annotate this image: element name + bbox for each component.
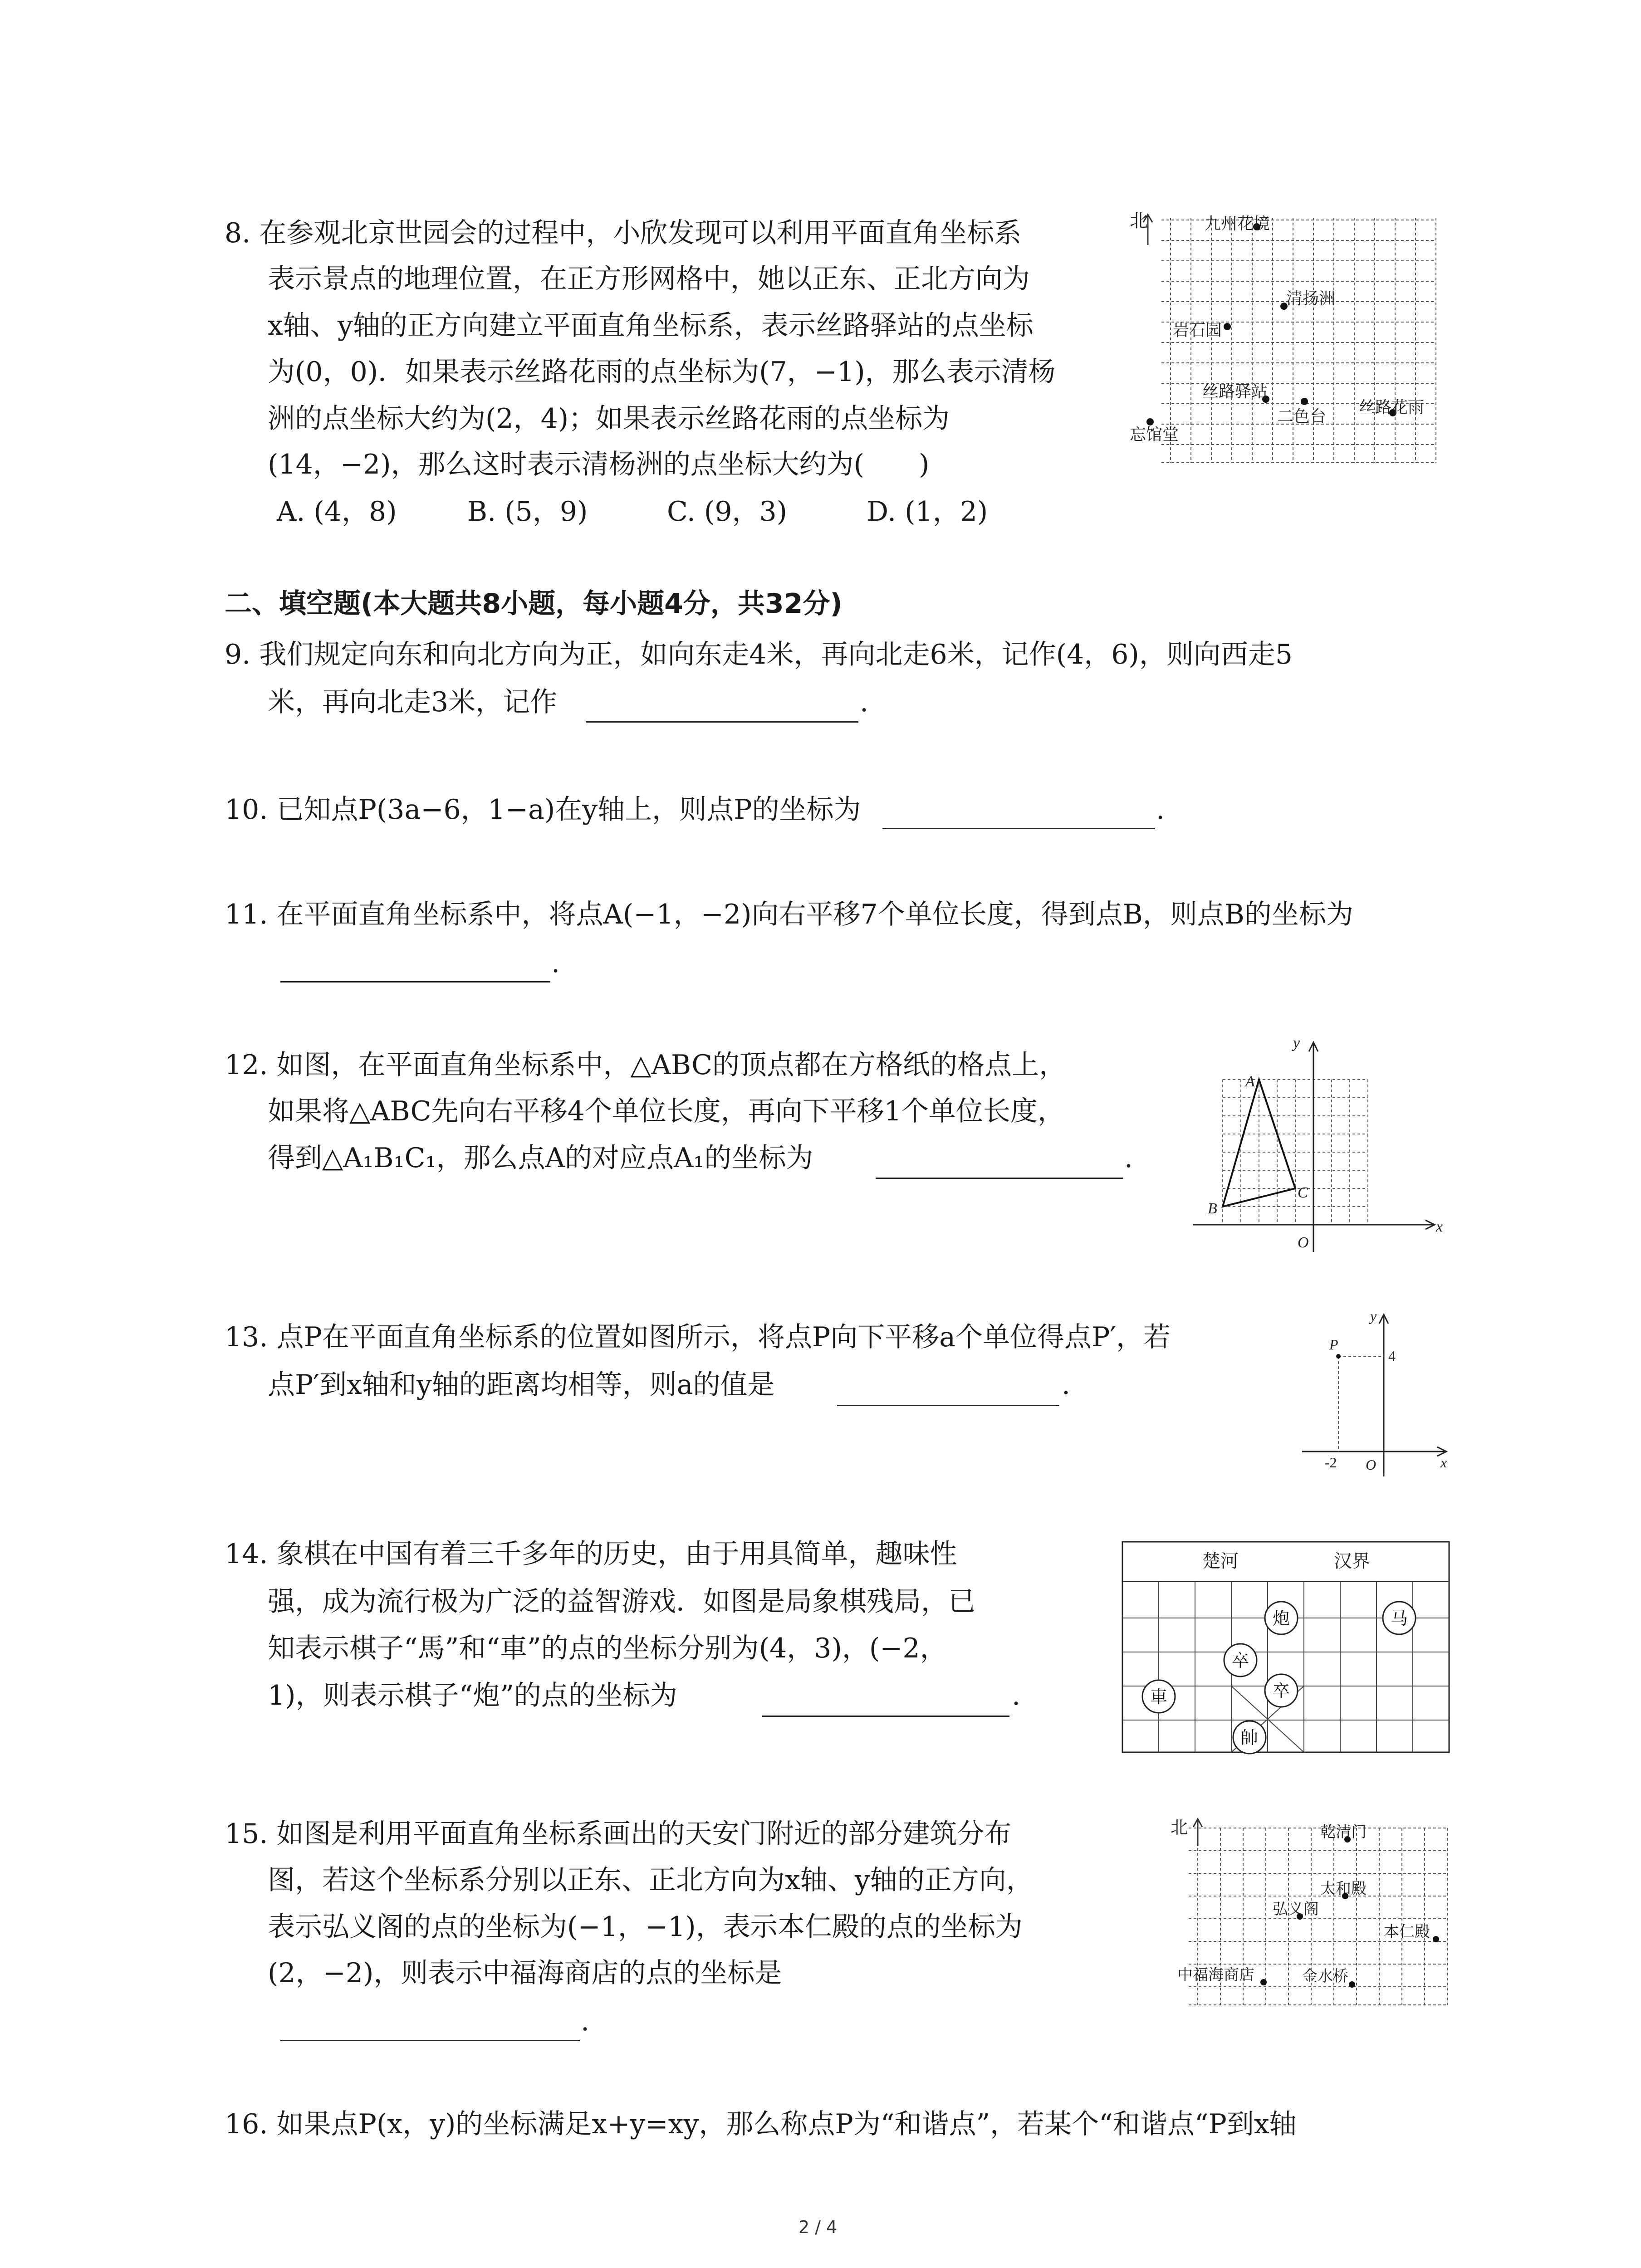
q13-line-2: 点P′到x轴和y轴的距离均相等，则a的值是 [268, 1369, 775, 1401]
q15-north-label: 北 [1171, 1818, 1188, 1838]
q14-river-left: 楚河 [1202, 1551, 1239, 1571]
q14-piece-pao: 炮 [1272, 1609, 1290, 1628]
q15-place-jinshuiqiao: 金水桥 [1302, 1968, 1348, 1985]
q14-piece-ma: 马 [1390, 1609, 1408, 1628]
q12-a-label: A [1245, 1073, 1255, 1090]
q12-answer-blank[interactable] [876, 1178, 1123, 1179]
q12-line-3: 得到△A₁B₁C₁，那么点A的对应点A₁的坐标为 [268, 1142, 813, 1174]
q13-line-1: 13. 点P在平面直角坐标系的位置如图所示，将点P向下平移a个单位得点P′，若 [225, 1321, 1171, 1353]
q8-line-6: (14，−2)，那么这时表示清杨洲的点坐标大约为( ) [268, 449, 930, 480]
q8-line-4: 为(0，0)．如果表示丝路花雨的点坐标为(7，−1)，那么表示清杨 [268, 356, 1056, 388]
q15-place-hongyige: 弘义阁 [1273, 1901, 1319, 1918]
q12-x-label: x [1436, 1218, 1443, 1235]
q12-triangle-figure [1189, 1034, 1443, 1261]
q15-line-3: 表示弘义阁的点的坐标为(−1，−1)，表示本仁殿的点的坐标为 [268, 1911, 1023, 1943]
q8-spot-erse-tai: 二色台 [1277, 407, 1327, 425]
q8-spot-silu-yizhan: 丝路驿站 [1202, 382, 1268, 401]
q8-map-figure [1130, 206, 1438, 479]
q13-answer-blank[interactable] [837, 1405, 1059, 1406]
page-number: 2 / 4 [798, 2217, 838, 2237]
q8-spot-qingyangzhou: 清扬洲 [1286, 289, 1336, 308]
q14-piece-shuai: 帥 [1240, 1729, 1259, 1748]
q8-spot-wangguantang: 忘馆堂 [1130, 425, 1179, 444]
q8-line-3: x轴、y轴的正方向建立平面直角坐标系，表示丝路驿站的点坐标 [268, 310, 1034, 342]
q13-point-figure [1302, 1306, 1452, 1479]
q13-p-label: P [1329, 1336, 1338, 1353]
q15-period: . [581, 2005, 590, 2037]
q12-c-label: C [1298, 1184, 1308, 1201]
q12-b-label: B [1208, 1200, 1217, 1217]
q12-line-2: 如果将△ABC先向右平移4个单位长度，再向下平移1个单位长度， [268, 1095, 1065, 1127]
q13-tick-neg2: -2 [1325, 1454, 1337, 1471]
q15-place-zhongfuhai-store: 中福海商店 [1177, 1966, 1254, 1984]
q14-answer-blank[interactable] [762, 1716, 1009, 1717]
q8-option-c: C. (9，3) [667, 496, 788, 528]
q14-piece-zu-2: 卒 [1272, 1682, 1290, 1701]
q15-place-qianqingmen: 乾清门 [1320, 1823, 1367, 1841]
q11-line-1: 11. 在平面直角坐标系中，将点A(−1，−2)向右平移7个单位长度，得到点B，则点B的坐标为 [225, 899, 1353, 930]
section-heading: 二、填空题(本大题共8小题，每小题4分，共32分) [225, 588, 843, 620]
q9-line-1: 9. 我们规定向东和向北方向为正，如向东走4米，再向北走6米，记作(4，6)，则向西走5 [225, 639, 1293, 670]
q12-origin-label: O [1298, 1234, 1309, 1251]
q8-line-2: 表示景点的地理位置，在正方形网格中，她以正东、正北方向为 [268, 263, 1030, 295]
q15-place-taihedian: 太和殿 [1320, 1880, 1367, 1897]
q8-option-d: D. (1，2) [867, 496, 988, 528]
q14-piece-zu-1: 卒 [1231, 1652, 1249, 1671]
q16-line-1: 16. 如果点P(x，y)的坐标满足x+y=xy，那么称点P为“和谐点”，若某个“和谐点“P到x轴 [225, 2108, 1297, 2140]
q12-line-1: 12. 如图，在平面直角坐标系中，△ABC的顶点都在方格纸的格点上， [225, 1049, 1067, 1081]
q15-answer-blank[interactable] [280, 2040, 580, 2041]
q13-period: . [1062, 1369, 1071, 1401]
q13-origin-label: O [1366, 1457, 1376, 1473]
q8-spot-silu-huayu: 丝路花雨 [1359, 398, 1425, 416]
q8-option-a: A. (4，8) [277, 496, 397, 528]
q14-line-1: 14. 象棋在中国有着三千多年的历史，由于用具简单，趣味性 [225, 1538, 957, 1570]
q8-line-5: 洲的点坐标大约为(2，4)；如果表示丝路花雨的点坐标为 [268, 403, 950, 435]
q14-chess-figure [1121, 1540, 1452, 1755]
q14-line-3: 知表示棋子“馬”和“車”的点的坐标分别为(4，3)，(−2， [268, 1633, 947, 1664]
q15-place-benrendian: 本仁殿 [1384, 1923, 1430, 1941]
q9-period: . [860, 686, 869, 718]
q14-line-2: 强，成为流行极为广泛的益智游戏．如图是局象棋残局，已 [268, 1586, 975, 1618]
q8-spot-yanshiyuan: 岩石园 [1173, 321, 1222, 339]
q13-y-label: y [1370, 1308, 1377, 1324]
q9-answer-blank[interactable] [586, 721, 858, 723]
q14-river-right: 汉界 [1334, 1551, 1370, 1571]
q15-building-map [1171, 1814, 1452, 2014]
q15-line-2: 图，若这个坐标系分别以正东、正北方向为x轴、y轴的正方向， [268, 1864, 1034, 1896]
q14-line-4: 1)，则表示棋子“炮”的点的坐标为 [268, 1680, 677, 1711]
q14-piece-ju: 車 [1150, 1688, 1168, 1707]
q8-north-label: 北 [1130, 211, 1148, 231]
q13-x-label: x [1440, 1454, 1447, 1471]
q10-period: . [1156, 794, 1165, 826]
q12-period: . [1124, 1142, 1133, 1174]
q12-y-label: y [1293, 1035, 1300, 1051]
q13-tick-4: 4 [1388, 1348, 1396, 1364]
q10-line-1: 10. 已知点P(3a−6，1−a)在y轴上，则点P的坐标为 [225, 794, 861, 826]
q8-option-b: B. (5，9) [467, 496, 588, 528]
q15-line-1: 15. 如图是利用平面直角坐标系画出的天安门附近的部分建筑分布 [225, 1818, 1012, 1850]
q8-spot-jiuzhou: 九州花境 [1205, 214, 1270, 233]
q11-answer-blank[interactable] [280, 981, 550, 982]
q8-line-1: 8. 在参观北京世园会的过程中，小欣发现可以利用平面直角坐标系 [225, 217, 1022, 249]
q14-period: . [1012, 1680, 1021, 1711]
q15-line-4: (2，−2)，则表示中福海商店的点的坐标是 [268, 1957, 782, 1989]
q9-line-2: 米，再向北走3米，记作 [268, 686, 558, 718]
q11-period: . [551, 947, 560, 979]
q10-answer-blank[interactable] [882, 828, 1155, 829]
